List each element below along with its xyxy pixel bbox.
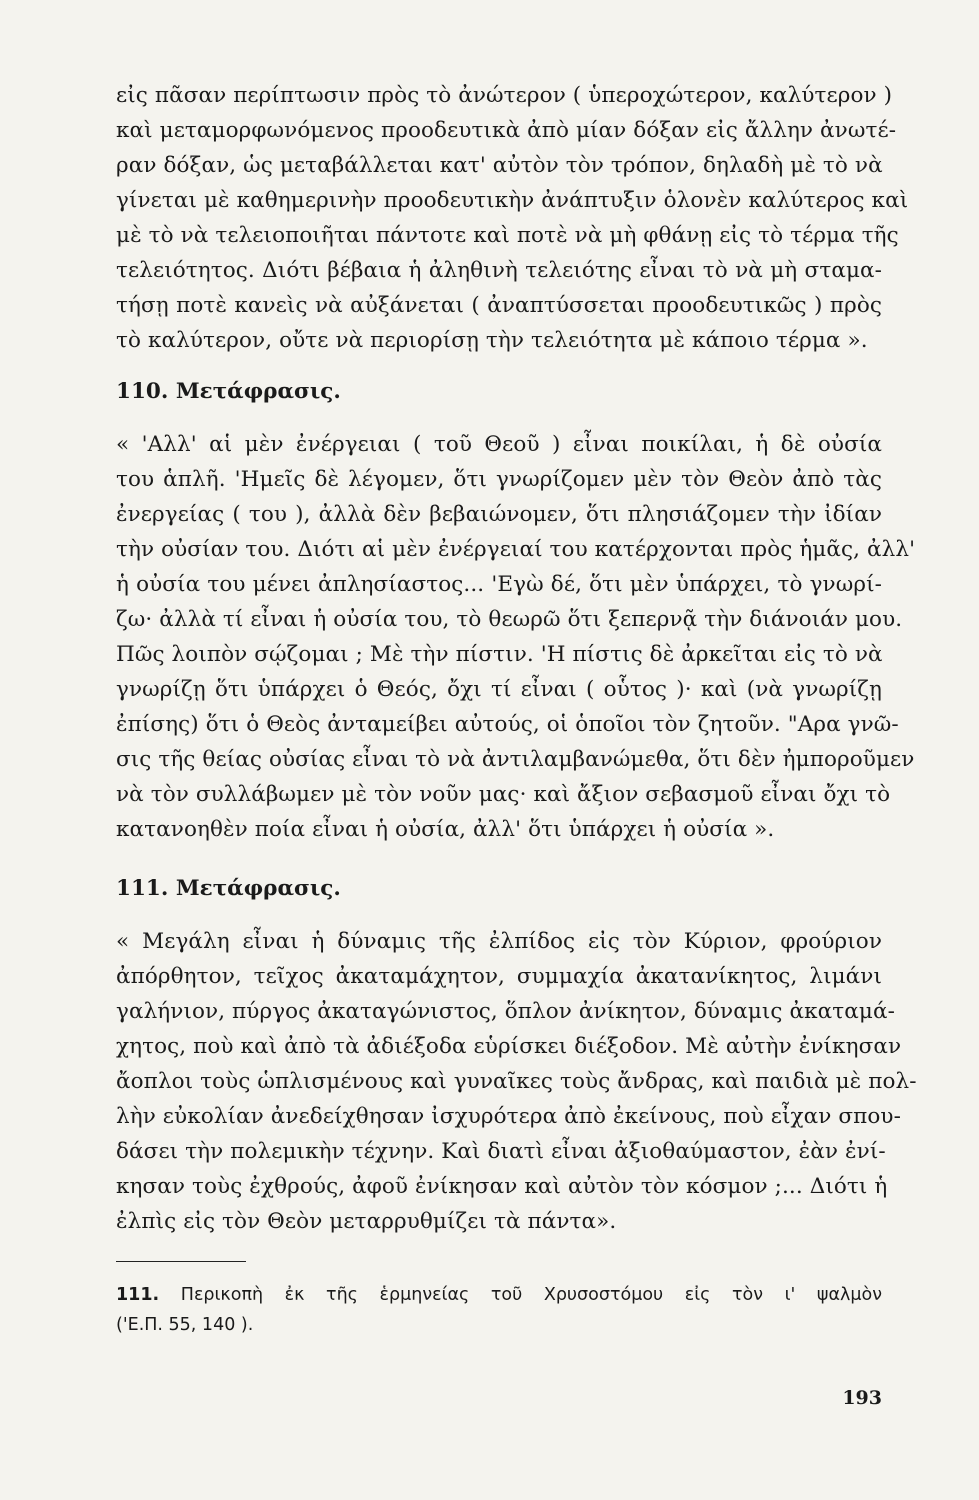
section-heading-110: 110. Μετάφρασις. [116,379,341,404]
text-line: γίνεται μὲ καθημερινὴν προοδευτικὴν ἀνάπτυξιν ὁλονὲν καλύτερος καὶ [116,188,909,213]
intro-paragraph [116,78,909,358]
text-line: τήσῃ ποτὲ κανεὶς νὰ αὐξάνεται ( ἀναπτύσσεται προοδευτικῶς ) πρὸς [116,293,882,318]
footnote-divider [116,1261,246,1262]
text-line: ἡ οὐσία του μένει ἀπλησίαστος... 'Εγὼ δέ, ὅτι μὲν ὑπάρχει, τὸ γνωρί- [116,572,882,597]
text-line: τὸ καλύτερον, οὔτε νὰ περιορίσῃ τὴν τελειότητα μὲ κάποιο τέρμα ». [116,328,868,353]
book-page [116,78,917,1340]
text-line: λὴν εὐκολίαν ἀνεδείχθησαν ἰσχυρότερα ἀπὸ ἐκείνους, ποὺ εἶχαν σπου- [116,1104,901,1129]
text-line: « Μεγάλη εἶναι ἡ δύναμις τῆς ἐλπίδος εἰς τὸν Κύριον, φρούριον [116,929,882,954]
text-line: γνωρίζῃ ὅτι ὑπάρχει ὁ Θεός, ὄχι τί εἶναι ( οὗτος )· καὶ (νὰ γνωρίζῃ [116,677,882,702]
section-heading-111: 111. Μετάφρασις. [116,876,341,901]
text-line: ἐπίσης) ὅτι ὁ Θεὸς ἀνταμείβει αὐτούς, οἱ ὁποῖοι τὸν ζητοῦν. "Αρα γνῶ- [116,712,899,737]
footnote-line [116,1280,882,1310]
text-line: σις τῆς θείας οὐσίας εἶναι τὸ νὰ ἀντιλαμβανώμεθα, ὅτι δὲν ἠμποροῦμεν [116,747,915,772]
footnote [116,1280,882,1340]
text-line: γαλήνιον, πύργος ἀκαταγώνιστος, ὅπλον ἀνίκητον, δύναμις ἀκαταμά- [116,999,895,1024]
text-line: κησαν τοὺς ἐχθρούς, ἀφοῦ ἐνίκησαν καὶ αὐτὸν τὸν κόσμον ;... Διότι ἡ [116,1174,888,1199]
text-line: κατανοηθὲν ποία εἶναι ἡ οὐσία, ἀλλ' ὅτι ὑπάρχει ἡ οὐσία ». [116,817,775,842]
section-111-paragraph [116,924,917,1239]
text-line: χητος, ποὺ καὶ ἀπὸ τὰ ἀδιέξοδα εὑρίσκει διέξοδον. Μὲ αὐτὴν ἐνίκησαν [116,1034,902,1059]
text-line: ραν δόξαν, ὡς μεταβάλλεται κατ' αὐτὸν τὸν τρόπον, δηλαδὴ μὲ τὸ νὰ [116,153,883,178]
text-line: ἀπόρθητον, τεῖχος ἀκαταμάχητον, συμμαχία ἀκατανίκητος, λιμάνι [116,964,882,989]
text-line: εἰς πᾶσαν περίπτωσιν πρὸς τὸ ἀνώτερον ( ὑπεροχώτερον, καλύτερον ) [116,83,893,108]
text-line: καὶ μεταμορφωνόμενος προοδευτικὰ ἀπὸ μίαν δόξαν εἰς ἄλλην ἀνωτέ- [116,118,897,143]
text-line: ζω· ἀλλὰ τί εἶναι ἡ οὐσία του, τὸ θεωρῶ ὅτι ξεπερνᾷ τὴν διάνοιάν μου. [116,607,903,632]
text-line: ἐλπὶς εἰς τὸν Θεὸν μεταρρυθμίζει τὰ πάντα». [116,1209,617,1234]
footnote-text: Περικοπὴ ἐκ τῆς ἑρμηνείας τοῦ Χρυσοστόμου εἰς τὸν ι' ψαλμὸν [180,1285,882,1305]
text-line: μὲ τὸ νὰ τελειοποιῆται πάντοτε καὶ ποτὲ νὰ μὴ φθάνῃ εἰς τὸ τέρμα τῆς [116,223,899,248]
footnote-line: ('Ε.Π. 55, 140 ). [116,1315,254,1335]
text-line: « 'Αλλ' αἱ μὲν ἐνέργειαι ( τοῦ Θεοῦ ) εἶναι ποικίλαι, ἡ δὲ οὐσία [116,432,882,457]
text-line: Πῶς λοιπὸν σῴζομαι ; Μὲ τὴν πίστιν. 'Η πίστις δὲ ἀρκεῖται εἰς τὸ νὰ [116,642,883,667]
page-number: 193 [842,1387,882,1409]
text-line: ἄοπλοι τοὺς ὡπλισμένους καὶ γυναῖκες τοὺς ἄνδρας, καὶ παιδιὰ μὲ πολ- [116,1069,917,1094]
section-110-paragraph [116,427,916,847]
text-line: τὴν οὐσίαν του. Διότι αἱ μὲν ἐνέργειαί του κατέρχονται πρὸς ἡμᾶς, ἀλλ' [116,537,916,562]
text-line: νὰ τὸν συλλάβωμεν μὲ τὸν νοῦν μας· καὶ ἄξιον σεβασμοῦ εἶναι ὄχι τὸ [116,782,891,807]
text-line: ἐνεργείας ( του ), ἀλλὰ δὲν βεβαιώνομεν, ὅτι πλησιάζομεν τὴν ἰδίαν [116,502,882,527]
footnote-number: 111. [116,1285,160,1305]
text-line: του ἁπλῆ. 'Ημεῖς δὲ λέγομεν, ὅτι γνωρίζομεν μὲν τὸν Θεὸν ἀπὸ τὰς [116,467,882,492]
text-line: τελειότητος. Διότι βέβαια ἡ ἀληθινὴ τελειότης εἶναι τὸ νὰ μὴ σταμα- [116,258,882,283]
text-line: δάσει τὴν πολεμικὴν τέχνην. Καὶ διατὶ εἶναι ἀξιοθαύμαστον, ἐὰν ἐνί- [116,1139,886,1164]
